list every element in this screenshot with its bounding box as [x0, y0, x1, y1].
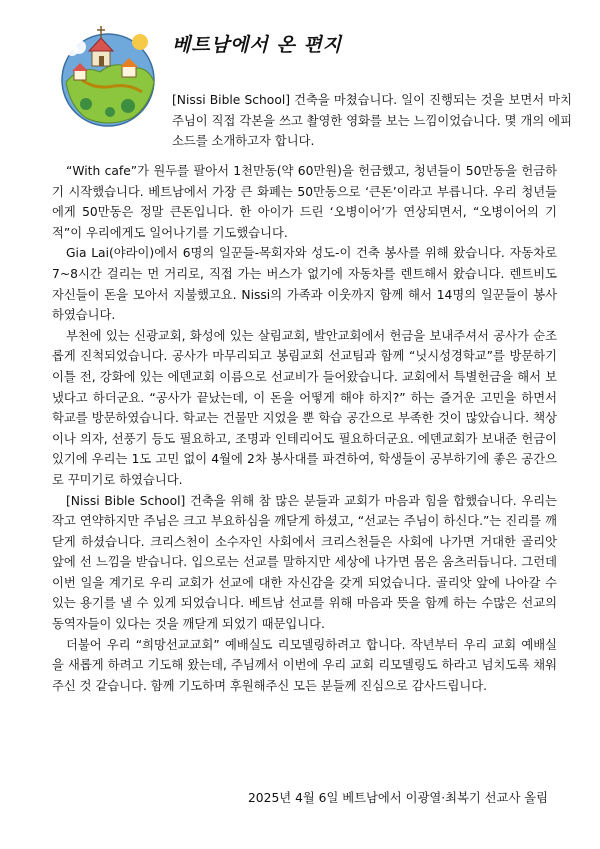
paragraph-reflection: [Nissi Bible School] 건축을 위해 참 많은 분들과 교회가 마음과 힘을 합했습니다. 우리는 작고 연약하지만 주님은 크고 부요하심을 깨닫게 하셨고, “선교는 주님이 하신다.”는 진리를 깨닫게 하셨습니다. 크리스천이 소수자인 사회에서 크리스천들은 사회에 나가면 거대한 골리앗 앞에 선 느낌을 받습니다. 입으로는 선교를 말하지만 세상에 나가면 몸은 움츠러듭니다. 그런데 이번 일을 계기로 우리 교회가 선교에 대한 자신감을 갖게 되었습니다. 골리앗 앞에 나아갈 수 있는 용기를 낼 수 있게 되었습니다. 베트남 선교를 위해 마음과 뜻을 함께 하는 수많은 선교의 동역자들이 있다는 것을 깨닫게 되었기 때문입니다.: [52, 493, 557, 632]
letter-body: [52, 161, 557, 696]
signature-line: 2025년 4월 6일 베트남에서 이광열·최복기 선교사 올림: [247, 791, 548, 805]
paragraph-remodeling: 더불어 우리 “희망선교교회” 예배실도 리모델링하려고 합니다. 작년부터 우리 교회 예배실을 새롭게 하려고 기도해 왔는데, 주님께서 이번에 우리 교회 리모델링도 하라고 넘치도록 채워주신 것 같습니다. 함께 기도하며 후원해주신 모든 분들께 진심으로 감사드립니다.: [52, 637, 557, 693]
letter-title: 베트남에서 온 편지: [172, 34, 343, 56]
paragraph-gia-lai: Gia Lai(야라이)에서 6명의 일꾼들-목회자와 성도-이 건축 봉사를 위해 왔습니다. 자동차로 7~8시간 걸리는 먼 거리로, 직접 가는 버스가 없기에 자동차를 렌트해서 왔습니다. 렌트비도 자신들이 돈을 모아서 지불했고요. Nissi의 가족과 이웃까지 함께 해서 14명의 일꾼들이 봉사하였습니다.: [52, 246, 557, 323]
globe-village-illustration: [52, 20, 164, 132]
intro-paragraph: [Nissi Bible School] 건축을 마쳤습니다. 일이 진행되는 것을 보면서 마치 주님이 직접 각본을 쓰고 촬영한 영화를 보는 느낌이었습니다. 몇 개의 에피소드를 소개하고자 합니다.: [172, 93, 572, 149]
paragraph-offerings: 부천에 있는 신광교회, 화성에 있는 살림교회, 발안교회에서 헌금을 보내주셔서 공사가 순조롭게 진척되었습니다. 공사가 마무리되고 봉림교회 선교팀과 함께 “닛시성경학교”를 방문하기 이틀 전, 강화에 있는 에덴교회 이름으로 선교비가 들어왔습니다. 교회에서 특별헌금을 해서 보냈다고 하더군요. “공사가 끝났는데, 이 돈을 어떻게 해야 하지?” 하는 즐거운 고민을 하면서 학교를 방문하였습니다. 학교는 건물만 지었을 뿐 학습 공간으로 부족한 것이 많았습니다. 책상이나 의자, 선풍기 등도 필요하고, 조명과 인테리어도 필요하더군요. 에덴교회가 보내준 헌금이 있기에 우리는 1도 고민 없이 4월에 2차 봉사대를 파견하여, 학생들이 공부하기에 좋은 공간으로 꾸미기로 하였습니다.: [52, 328, 557, 487]
paragraph-with-cafe: “With cafe”가 원두를 팔아서 1천만동(약 60만원)을 헌금했고, 청년들이 50만동을 헌금하기 시작했습니다. 베트남에서 가장 큰 화폐는 50만동으로 ‘큰돈’이라고 부릅니다. 우리 청년들에게 50만동은 정말 큰돈입니다. 한 아이가 드린 ‘오병이어’가 연상되면서, “오병이어의 기적”이 우리에게도 일어나기를 기도했습니다.: [52, 164, 557, 240]
